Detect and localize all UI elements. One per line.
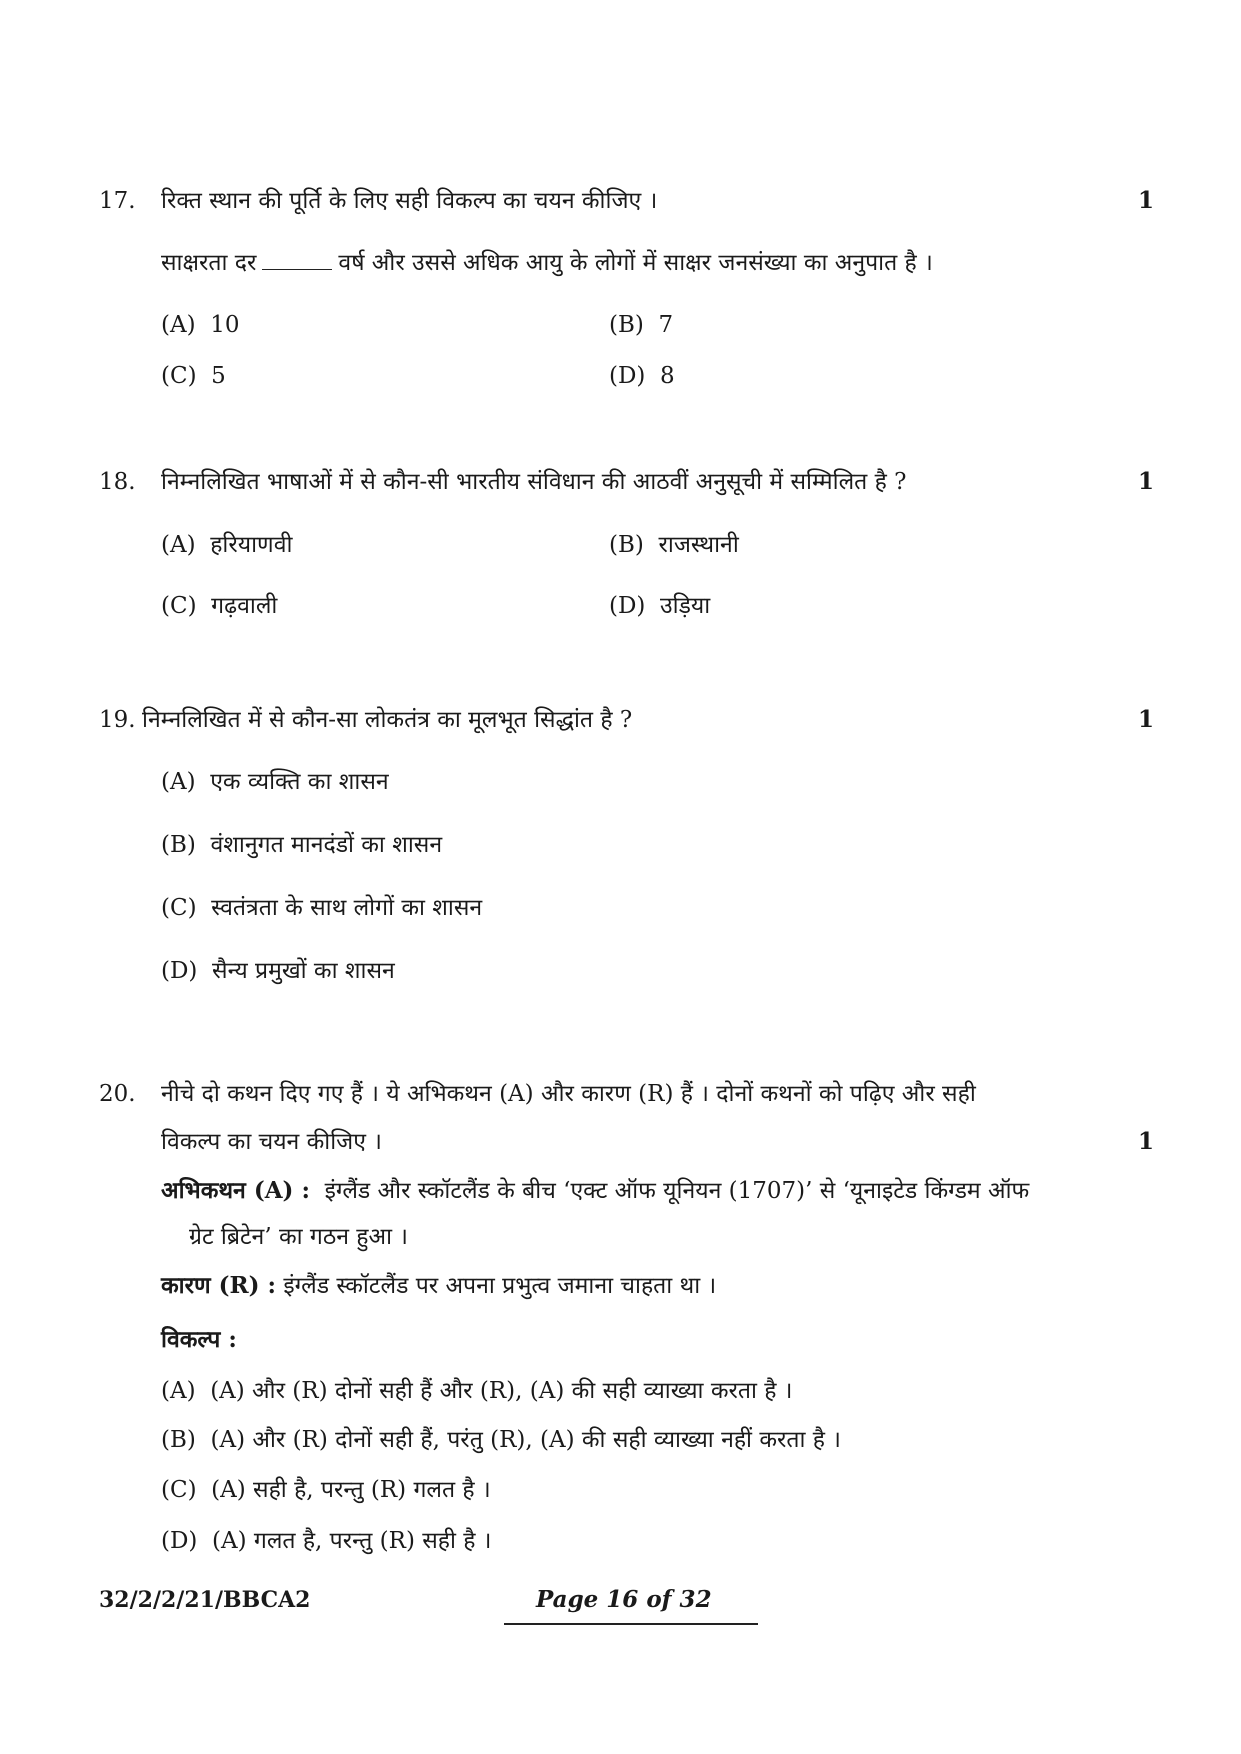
q17-number: 17. [99, 188, 136, 214]
q20-text-line1: नीचे दो कथन दिए गए हैं । ये अभिकथन (A) और कारण (R) हैं । दोनों कथनों को पढ़िए और सही [161, 1081, 976, 1107]
q19-text: निम्नलिखित में से कौन-सा लोकतंत्र का मूलभूत सिद्धांत है ? [142, 707, 633, 733]
q18-number: 18. [99, 469, 136, 495]
q19-option-d: (D) सैन्य प्रमुखों का शासन [161, 958, 395, 984]
blank [262, 249, 332, 270]
q20-options-label: विकल्प : [161, 1326, 237, 1353]
q18-option-d: (D) उड़िया [609, 593, 711, 619]
q17-option-c: (C) 5 [161, 363, 226, 389]
q20-option-b: (B) (A) और (R) दोनों सही हैं, परंतु (R), (A) की सही व्याख्या नहीं करता है । [161, 1427, 842, 1453]
q20-option-c: (C) (A) सही है, परन्तु (R) गलत है । [161, 1477, 491, 1503]
q17-option-b: (B) 7 [609, 312, 674, 338]
q20-number: 20. [99, 1081, 136, 1107]
q17-option-a: (A) 10 [161, 312, 240, 338]
q18-option-b: (B) राजस्थानी [609, 532, 739, 558]
q18-option-a: (A) हरियाणवी [161, 532, 293, 558]
q17-stem-before: साक्षरता दर [161, 250, 257, 276]
q20-marks: 1 [1138, 1128, 1155, 1155]
q20-option-d: (D) (A) गलत है, परन्तु (R) सही है । [161, 1528, 492, 1554]
q19-option-c: (C) स्वतंत्रता के साथ लोगों का शासन [161, 895, 483, 921]
q18-option-c: (C) गढ़वाली [161, 593, 278, 619]
reason-label: कारण (R) : [161, 1272, 277, 1299]
assertion-label: अभिकथन (A) : [161, 1177, 310, 1204]
page-number-underline [504, 1623, 758, 1625]
q17-stem [161, 248, 933, 278]
q19-option-a: (A) एक व्यक्ति का शासन [161, 769, 389, 795]
q20-assertion-cont: ग्रेट ब्रिटेन’ का गठन हुआ । [189, 1224, 409, 1250]
q20-text-line2: विकल्प का चयन कीजिए । [161, 1129, 382, 1155]
page-number: Page 16 of 32 [536, 1586, 712, 1613]
reason-text: इंग्लैंड स्कॉटलैंड पर अपना प्रभुत्व जमाना चाहता था । [283, 1273, 717, 1299]
q18-marks: 1 [1138, 468, 1155, 495]
assertion-text: इंग्लैंड और स्कॉटलैंड के बीच ‘एक्ट ऑफ यूनियन (1707)’ से ‘यूनाइटेड किंग्डम ऑफ [324, 1178, 1030, 1204]
q19-number: 19. [99, 707, 136, 733]
q20-reason [161, 1271, 716, 1301]
q19-marks: 1 [1138, 706, 1155, 733]
q17-marks: 1 [1138, 187, 1155, 214]
paper-code: 32/2/2/21/BBCA2 [99, 1587, 311, 1613]
q17-text: रिक्त स्थान की पूर्ति के लिए सही विकल्प का चयन कीजिए । [161, 188, 658, 214]
q19-option-b: (B) वंशानुगत मानदंडों का शासन [161, 832, 443, 858]
q17-option-d: (D) 8 [609, 363, 675, 389]
q18-text: निम्नलिखित भाषाओं में से कौन-सी भारतीय संविधान की आठवीं अनुसूची में सम्मिलित है ? [161, 469, 907, 495]
q20-assertion [161, 1176, 1029, 1206]
q20-option-a: (A) (A) और (R) दोनों सही हैं और (R), (A) की सही व्याख्या करता है । [161, 1378, 793, 1404]
q17-stem-after: वर्ष और उससे अधिक आयु के लोगों में साक्षर जनसंख्या का अनुपात है । [338, 250, 933, 276]
